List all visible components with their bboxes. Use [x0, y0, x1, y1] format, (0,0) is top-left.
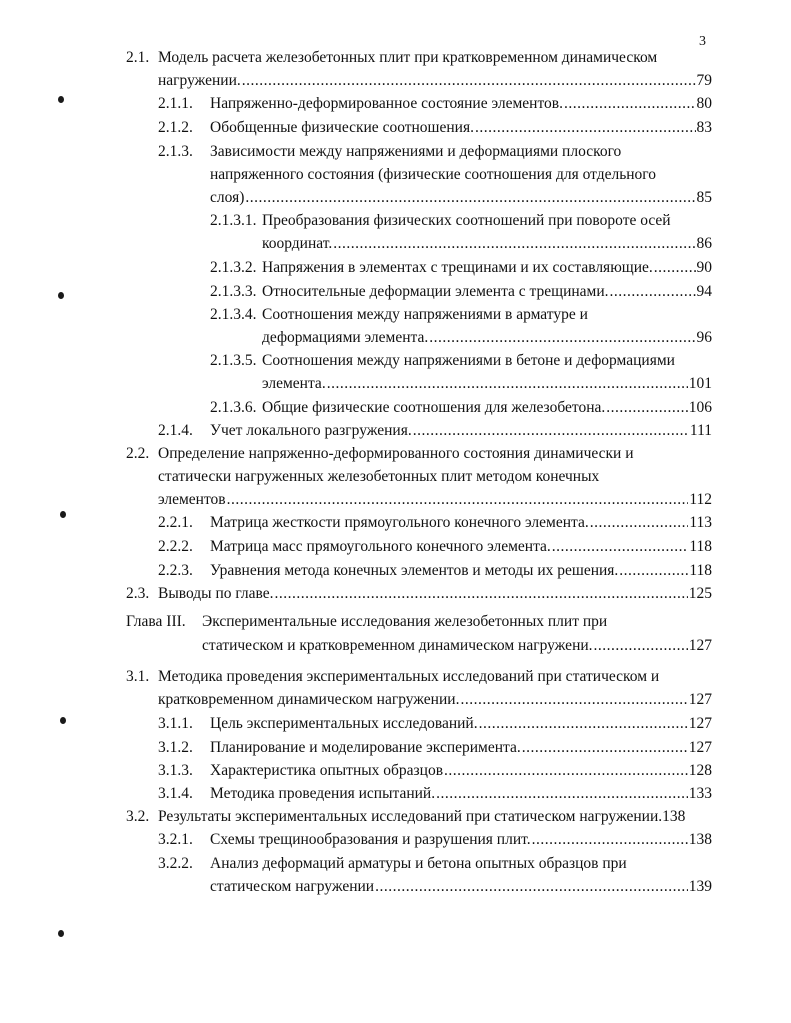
scan-punch-mark: [58, 292, 64, 299]
toc-page: 80: [696, 95, 712, 112]
toc-leader: [522, 738, 688, 758]
toc-title: статически нагруженных железобетонных плит методом конечных: [158, 468, 600, 485]
toc-number: 2.1.1.: [158, 95, 193, 112]
toc-title: элементов: [158, 491, 226, 508]
toc-number: 2.1.2.: [158, 119, 193, 136]
toc-title: Уравнения метода конечных элементов и методы их решения.: [210, 562, 619, 579]
toc-title: Преобразования физических соотношений при повороте осей: [262, 212, 671, 229]
toc-page: 90: [696, 259, 712, 276]
toc-title: Матрица масс прямоугольного конечного элемента.: [210, 538, 551, 555]
toc-number: 2.2.1.: [158, 514, 193, 531]
toc-title: Напряжения в элементах с трещинами и их составляющие.: [262, 259, 653, 276]
toc-leader: [532, 830, 688, 850]
toc-title: напряженного состояния (физические соотношения для отдельного: [210, 166, 657, 183]
toc-title: статическом и кратковременном динамическом нагружени.: [202, 637, 593, 654]
scan-punch-mark: [60, 511, 66, 518]
toc-title: Зависимости между напряжениями и деформациями плоского: [210, 143, 622, 160]
toc-page: 127: [688, 739, 712, 756]
toc-page: 127: [688, 691, 712, 708]
toc-number: 2.2.: [126, 445, 150, 462]
toc-title: Методика проведения экспериментальных исследований при статическом и: [158, 668, 660, 685]
toc-page: 96: [696, 329, 712, 346]
toc-title: Планирование и моделирование эксперимента.: [210, 739, 521, 756]
toc-title: кратковременном динамическом нагружении.: [158, 691, 460, 708]
toc-number: 2.1.3.6.: [210, 399, 257, 416]
toc-leader: [245, 188, 695, 208]
toc-title: Модель расчета железобетонных плит при кратковременном динамическом: [158, 49, 658, 66]
page-number: 3: [699, 34, 706, 49]
toc-page: 127: [688, 715, 712, 732]
toc-number: 3.2.1.: [158, 831, 193, 848]
toc-number: 3.1.2.: [158, 739, 193, 756]
toc-page: 101: [688, 375, 712, 392]
toc-page: 138: [662, 808, 686, 825]
toc-page: 85: [696, 189, 712, 206]
toc-leader: [436, 784, 688, 804]
toc-leader: [429, 328, 695, 348]
scan-punch-mark: [60, 717, 66, 724]
toc-title: Напряженно-деформированное состояние элементов.: [210, 95, 563, 112]
toc-number: 2.1.3.4.: [210, 306, 257, 323]
toc-title: Обобщенные физические соотношения.: [210, 119, 474, 136]
toc-title: Экспериментальные исследования железобетонных плит при: [202, 613, 608, 630]
toc-leader: [552, 537, 689, 557]
toc-title: Учет локального разгружения.: [210, 422, 412, 439]
toc-title: статическом нагружении: [210, 878, 375, 895]
toc-leader: [275, 584, 688, 604]
toc-number: 3.1.3.: [158, 762, 193, 779]
toc-leader: [413, 421, 689, 441]
toc-page: 138: [688, 831, 712, 848]
toc-title: Результаты экспериментальных исследований при статическом нагружении.: [158, 808, 663, 825]
toc-number: 2.2.3.: [158, 562, 193, 579]
toc-page: 128: [688, 762, 712, 779]
toc-page: 127: [688, 637, 712, 654]
toc-title: Схемы трещинообразования и разрушения плит.: [210, 831, 531, 848]
toc-leader: [619, 561, 688, 581]
toc-title: Анализ деформаций арматуры и бетона опытных образцов при: [210, 855, 627, 872]
toc-number: 2.1.3.5.: [210, 352, 257, 369]
toc-number: 2.1.3.2.: [210, 259, 257, 276]
toc-title: Соотношения между напряжениями в бетоне и деформациями: [262, 352, 675, 369]
toc-number: 3.1.: [126, 668, 150, 685]
scan-punch-mark: [58, 96, 64, 103]
toc-leader: [460, 690, 687, 710]
toc-leader: [479, 714, 688, 734]
toc-leader: [564, 94, 696, 114]
toc-title: элемента.: [262, 375, 326, 392]
toc-leader: [333, 234, 695, 254]
toc-number: 2.2.2.: [158, 538, 193, 555]
toc-title: слоя): [210, 189, 245, 206]
toc-page: 118: [689, 538, 712, 555]
toc-page: 111: [689, 422, 712, 439]
toc-leader: [654, 258, 696, 278]
toc-page: 79: [696, 72, 712, 89]
toc-leader: [606, 398, 687, 418]
toc-page: 86: [696, 235, 712, 252]
toc-number: 2.3.: [126, 585, 150, 602]
toc-number: 2.1.4.: [158, 422, 193, 439]
toc-number: 2.1.3.: [158, 143, 193, 160]
toc-number: 3.2.: [126, 808, 150, 825]
toc-title: Относительные деформации элемента с трещинами.: [262, 283, 609, 300]
toc-title: Методика проведения испытаний.: [210, 785, 436, 802]
toc-number: 2.1.3.1.: [210, 212, 257, 229]
toc-leader: [242, 71, 696, 91]
toc-title: Соотношения между напряжениями в арматуре и: [262, 306, 588, 323]
toc-page: 133: [688, 785, 712, 802]
toc-leader: [327, 374, 688, 394]
toc-leader: [594, 636, 688, 656]
scan-punch-mark: [58, 930, 64, 937]
toc-page: 113: [689, 514, 712, 531]
toc-page: 106: [688, 399, 712, 416]
toc-title: координат.: [262, 235, 333, 252]
toc-page: 83: [696, 119, 712, 136]
toc-title: Общие физические соотношения для железобетона.: [262, 399, 606, 416]
toc-title: Характеристика опытных образцов: [210, 762, 444, 779]
toc-page: 118: [689, 562, 712, 579]
toc-leader: [444, 761, 688, 781]
toc-number: 3.1.4.: [158, 785, 193, 802]
toc-number: 3.1.1.: [158, 715, 193, 732]
toc-leader: [610, 282, 696, 302]
toc-title: Цель экспериментальных исследований.: [210, 715, 478, 732]
toc-number: Глава III.: [126, 613, 186, 630]
toc-title: нагружении.: [158, 72, 241, 89]
toc-number: 2.1.: [126, 49, 150, 66]
toc-leader: [375, 877, 688, 897]
toc-title: Матрица жесткости прямоугольного конечного элемента.: [210, 514, 589, 531]
toc-title: Определение напряженно-деформированного состояния динамически и: [158, 445, 634, 462]
toc-page: 94: [696, 283, 712, 300]
toc-page: 125: [688, 585, 712, 602]
toc-number: 2.1.3.3.: [210, 283, 257, 300]
toc-title: деформациями элемента.: [262, 329, 429, 346]
toc-title: Выводы по главе.: [158, 585, 274, 602]
toc-leader: [475, 118, 696, 138]
toc-page: 112: [689, 491, 712, 508]
toc-page: 139: [688, 878, 712, 895]
toc-leader: [227, 490, 689, 510]
toc-leader: [590, 513, 689, 533]
toc-number: 3.2.2.: [158, 855, 193, 872]
